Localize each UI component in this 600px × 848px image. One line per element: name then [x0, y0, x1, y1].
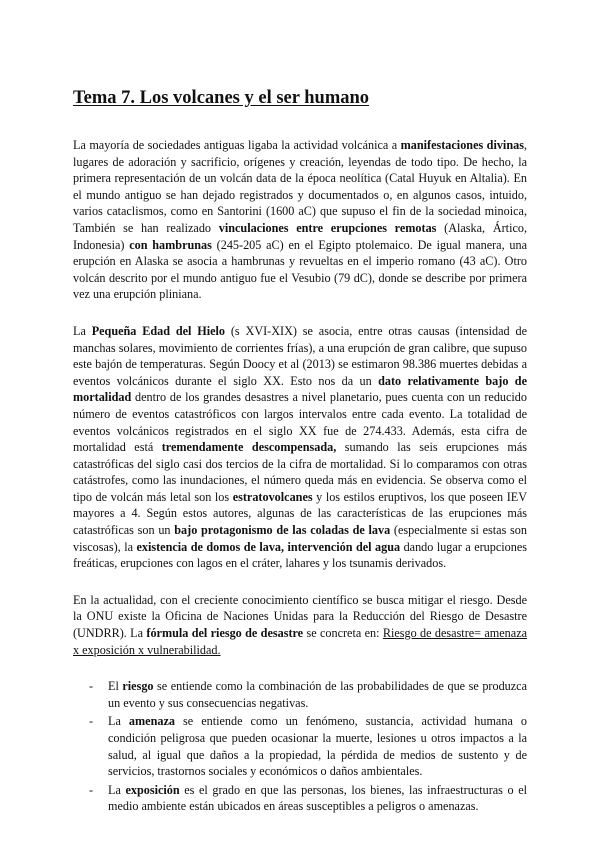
text-run: En la actualidad, con el creciente conocimiento científico se busca mitigar el riesgo. Desde la ONU existe la Oficina de Naciones Unidas para la Reducción del Riesgo de Desastre (UNDRR). La — [73, 592, 527, 641]
text-run: (s XVI-XIX) se asocia, entre otras causas (intensidad de manchas solares, movimiento de corrientes frías), a una erupción de gran calibre, que supuso este bajón de temperaturas. Según Doocy et al (2013) se estimaron 98.386 muertes debidas a eventos volcánicos durante el siglo XX. Esto nos da un — [73, 323, 527, 388]
paragraph-risk-formula — [73, 592, 527, 658]
bold-phrase: Pequeña Edad del Hielo — [91, 323, 226, 338]
bold-phrase: manifestaciones divinas — [400, 138, 524, 152]
bold-phrase: fórmula del riesgo de desastre — [146, 626, 304, 641]
text-run: , lugares de adoración y sacrificio, orígenes y creación, leyendas de todo tipo. De hecho, la primera representación de un volcán data de la época neolítica (Catal Huyuk en Altalia). En el mundo antiguo se han dejado registrados y documentados o, en algunos casos, intuido, varios cataclismos, como en Santorini (1600 aC) que supuso el fin de la sociedad minoica, También se han realizado — [73, 138, 527, 235]
text-run: sumando las seis erupciones más catastróficas del siglo casi dos tercios de la cifra de mortalidad. Si lo comparamos con otras catástrofes, como las inundaciones, el número queda más en evidencia. Se observa como el tipo de volcán más letal son los — [73, 440, 528, 504]
definitions-list — [73, 678, 527, 815]
bullet-dash: - — [89, 714, 94, 729]
bold-phrase: estratovolcanes — [232, 489, 313, 504]
bold-phrase: exposición — [125, 782, 180, 797]
text-run: La — [108, 714, 129, 729]
bold-phrase: tremendamente descompensada, — [161, 440, 337, 455]
underlined-formula: Riesgo de desastre= amenaza x exposición x vulnerabilidad. — [73, 626, 528, 657]
text-run: se entiende como la combinación de las probabilidades de que se produzca un evento y sus consecuencias negativas. — [108, 679, 527, 710]
text-run: dentro de los grandes desastres a nivel planetario, pues cuenta con un reducido número de eventos catastróficos con largos intervalos entre cada evento. La totalidad de eventos volcánicos registrados en el siglo XX fue de 274.433. Además, esta cifra de mortalidad está — [73, 390, 527, 455]
list-item-amenaza — [89, 713, 527, 779]
paragraph-ancient-societies — [73, 137, 527, 303]
bullet-dash: - — [89, 679, 94, 694]
bold-phrase: riesgo — [122, 679, 154, 694]
text-run: (especialmente si estas son viscosas), la — [73, 523, 527, 554]
text-run: La — [73, 323, 92, 338]
list-item-riesgo — [89, 678, 527, 711]
bold-phrase: vinculaciones entre erupciones remotas — [218, 220, 437, 235]
text-run: dando lugar a erupciones freáticas, erupciones con lagos en el cráter, lahares y los tsunamis derivados. — [73, 539, 527, 571]
list-item-text — [108, 714, 527, 778]
bold-phrase: con hambrunas — [129, 237, 212, 252]
text-run: y los estilos eruptivos, los que poseen IEV mayores a 4. Según estos autores, algunas de las características de las erupciones más catastróficas son un — [73, 489, 527, 538]
text-run: La — [108, 782, 126, 797]
bold-phrase: existencia de domos de lava, intervención del agua — [136, 539, 401, 554]
text-run: es el grado en que las personas, los bienes, las infraestructuras o el medio ambiente están ubicados en áreas susceptibles a peligros o amenazas. — [108, 782, 527, 814]
bold-phrase: dato relativamente bajo de mortalidad — [73, 373, 527, 405]
text-run: (Alaska, Ártico, Indonesia) — [73, 220, 528, 252]
list-item-exposicion — [89, 782, 527, 815]
list-item-text — [108, 679, 527, 710]
text-run: se concreta en: — [303, 626, 383, 641]
text-run: La mayoría de sociedades antiguas ligaba la actividad volcánica a — [73, 138, 401, 152]
text-run: (245-205 aC) en el Egipto ptolemaico. De igual manera, una erupción en Alaska se asocia a hambrunas y revueltas en el imperio romano (43 aC). Otro volcán descrito por el mundo antiguo fue el Vesubio (79 dC), donde se describe por primera vez una erupción pliniana. — [73, 237, 527, 302]
bold-phrase: amenaza — [128, 714, 175, 729]
paragraph-little-ice-age — [73, 323, 527, 572]
bullet-dash: - — [89, 782, 94, 797]
page-title: Tema 7. Los volcanes y el ser humano — [73, 88, 370, 108]
bold-phrase: bajo protagonismo de las coladas de lava — [174, 523, 391, 538]
list-item-text — [108, 783, 527, 814]
text-run: se entiende como un fenómeno, sustancia, actividad humana o condición peligrosa que pueden ocasionar la muerte, lesiones u otros impactos a la salud, al igual que daños a la propiedad, la pérdida de medios de sustento y de servicios, trastornos sociales y económicos o daños ambientales. — [108, 714, 527, 779]
text-run: El — [108, 679, 123, 694]
